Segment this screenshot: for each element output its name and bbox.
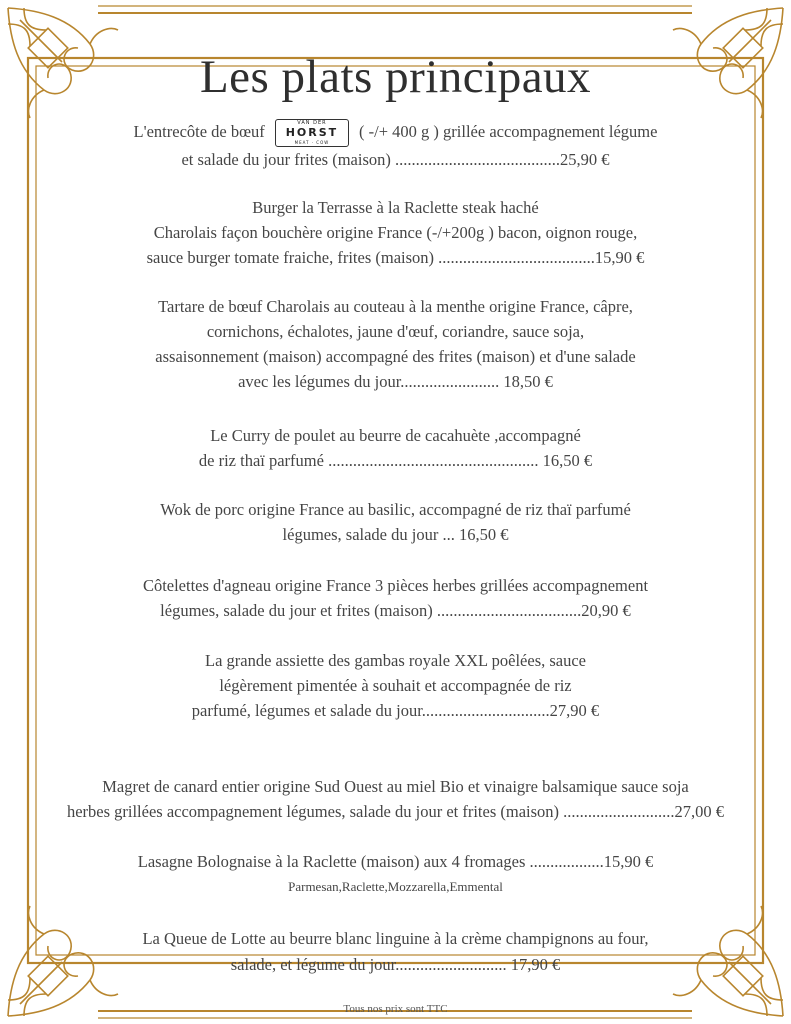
burger-line-3: sauce burger tomate fraiche, frites (maison) ......................................15,90 € (146, 248, 645, 267)
cotelettes-line-2: légumes, salade du jour et frites (maison) ...................................20,90 € (160, 601, 631, 620)
page-title: Les plats principaux (199, 51, 592, 103)
tartare-line-2: cornichons, échalotes, jaune d'œuf, coriandre, sauce soja, (206, 322, 585, 341)
lotte-line-1: La Queue de Lotte au beurre blanc linguine à la crème champignons au four, (142, 929, 649, 948)
gambas-line-2: légèrement pimentée à souhait et accompagnée de riz (219, 676, 572, 695)
footer-note: Tous nos prix sont TTC (343, 1003, 448, 1015)
entrecote-line-2: et salade du jour frites (maison) ........................................25,90 € (181, 150, 610, 169)
tartare-line-4: avec les légumes du jour........................ 18,50 € (238, 372, 553, 391)
tartare-line-3: assaisonnement (maison) accompagné des frites (maison) et d'une salade (155, 347, 636, 366)
curry-line-1: Le Curry de poulet au beurre de cacahuète ,accompagné (210, 426, 581, 445)
wok-line-2: légumes, salade du jour ... 16,50 € (282, 525, 509, 544)
cotelettes-line-1: Côtelettes d'agneau origine France 3 pièces herbes grillées accompagnement (142, 576, 649, 595)
van-der-horst-logo: VAN DER HORST MEAT · COW (275, 119, 349, 147)
magret-line-1: Magret de canard entier origine Sud Ouest au miel Bio et vinaigre balsamique sauce soja (102, 777, 689, 796)
wok-line-1: Wok de porc origine France au basilic, accompagné de riz thaï parfumé (160, 500, 631, 519)
gambas-line-3: parfumé, légumes et salade du jour...............................27,90 € (191, 701, 600, 720)
entrecote-text: L'entrecôte de bœuf (133, 121, 265, 141)
lotte-line-2: salade, et légume du jour........................... 17,90 € (230, 955, 561, 974)
curry-line-2: de riz thaï parfumé ................................................... 16,50 € (198, 451, 593, 470)
lasagne-line-1: Lasagne Bolognaise à la Raclette (maison) aux 4 fromages ..................15,90 € (137, 852, 654, 871)
magret-line-2: herbes grillées accompagnement légumes, salade du jour et frites (maison) ...........................27,00 € (66, 802, 725, 821)
burger-line-1: Burger la Terrasse à la Raclette steak haché (252, 198, 539, 217)
tartare-line-1: Tartare de bœuf Charolais au couteau à la menthe origine France, câpre, (158, 297, 633, 316)
entrecote-text-2: ( -/+ 400 g ) grillée accompagnement légume (359, 121, 658, 141)
burger-line-2: Charolais façon bouchère origine France (-/+200g ) bacon, oignon rouge, (153, 223, 638, 242)
entrecote-line-1 (0, 119, 791, 147)
gambas-line-1: La grande assiette des gambas royale XXL poêlées, sauce (204, 651, 587, 670)
lasagne-cheeses: Parmesan,Raclette,Mozzarella,Emmental (288, 879, 503, 894)
